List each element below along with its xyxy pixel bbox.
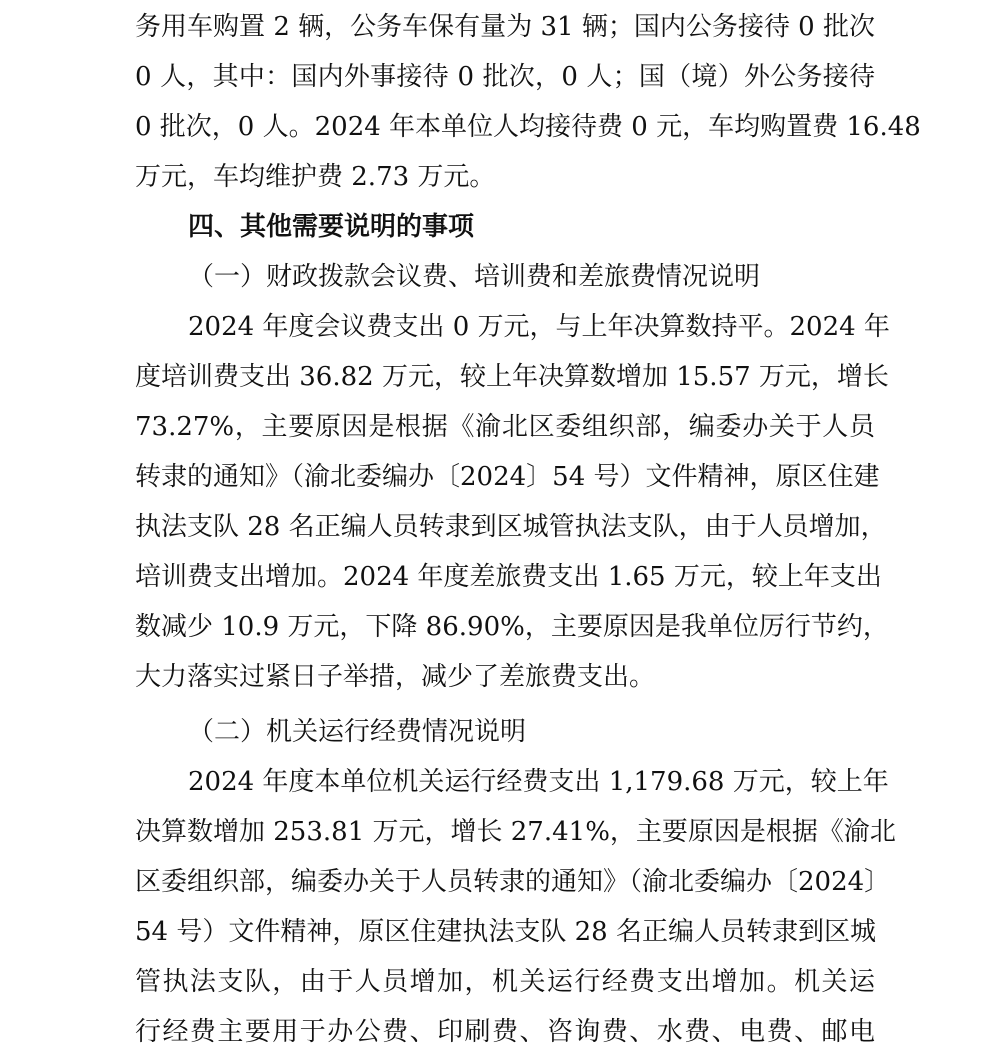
subsection-heading: （二）机关运行经费情况说明 <box>188 717 527 747</box>
body-text-line: 大力落实过紧日子举措，减少了差旅费支出。 <box>135 662 656 692</box>
body-text-line: 行经费主要用于办公费、印刷费、咨询费、水费、电费、邮电 <box>135 1017 875 1047</box>
body-text-line: 0 批次，0 人。2024 年本单位人均接待费 0 元，车均购置费 16.48 <box>135 112 921 142</box>
body-text-line: 执法支队 28 名正编人员转隶到区城管执法支队，由于人员增加， <box>135 512 887 542</box>
body-text-line: 万元，车均维护费 2.73 万元。 <box>135 162 496 192</box>
body-text-line: 转隶的通知》（渝北委编办〔2024〕54 号）文件精神，原区住建 <box>135 462 880 492</box>
body-text-line: 73.27%，主要原因是根据《渝北区委组织部，编委办关于人员 <box>135 412 875 442</box>
body-text-line: 2024 年度会议费支出 0 万元，与上年决算数持平。2024 年 <box>188 312 890 342</box>
subsection-heading: （一）财政拨款会议费、培训费和差旅费情况说明 <box>188 262 761 292</box>
section-heading: 四、其他需要说明的事项 <box>188 212 475 242</box>
body-text-line: 54 号）文件精神，原区住建执法支队 28 名正编人员转隶到区城 <box>135 917 876 947</box>
body-text-line: 决算数增加 253.81 万元，增长 27.41%，主要原因是根据《渝北 <box>135 817 896 847</box>
body-text-line: 0 人，其中：国内外事接待 0 批次，0 人；国（境）外公务接待 <box>135 62 875 92</box>
body-text-line: 培训费支出增加。2024 年度差旅费支出 1.65 万元，较上年支出 <box>135 562 882 592</box>
body-text-line: 度培训费支出 36.82 万元，较上年决算数增加 15.57 万元，增长 <box>135 362 889 392</box>
body-text-line: 区委组织部，编委办关于人员转隶的通知》（渝北委编办〔2024〕 <box>135 867 891 897</box>
body-text-line: 2024 年度本单位机关运行经费支出 1,179.68 万元，较上年 <box>188 767 889 797</box>
body-text-line: 管执法支队，由于人员增加，机关运行经费支出增加。机关运 <box>135 967 875 997</box>
body-text-line: 务用车购置 2 辆，公务车保有量为 31 辆；国内公务接待 0 批次 <box>135 12 875 42</box>
body-text-line: 数减少 10.9 万元，下降 86.90%，主要原因是我单位厉行节约， <box>135 612 889 642</box>
